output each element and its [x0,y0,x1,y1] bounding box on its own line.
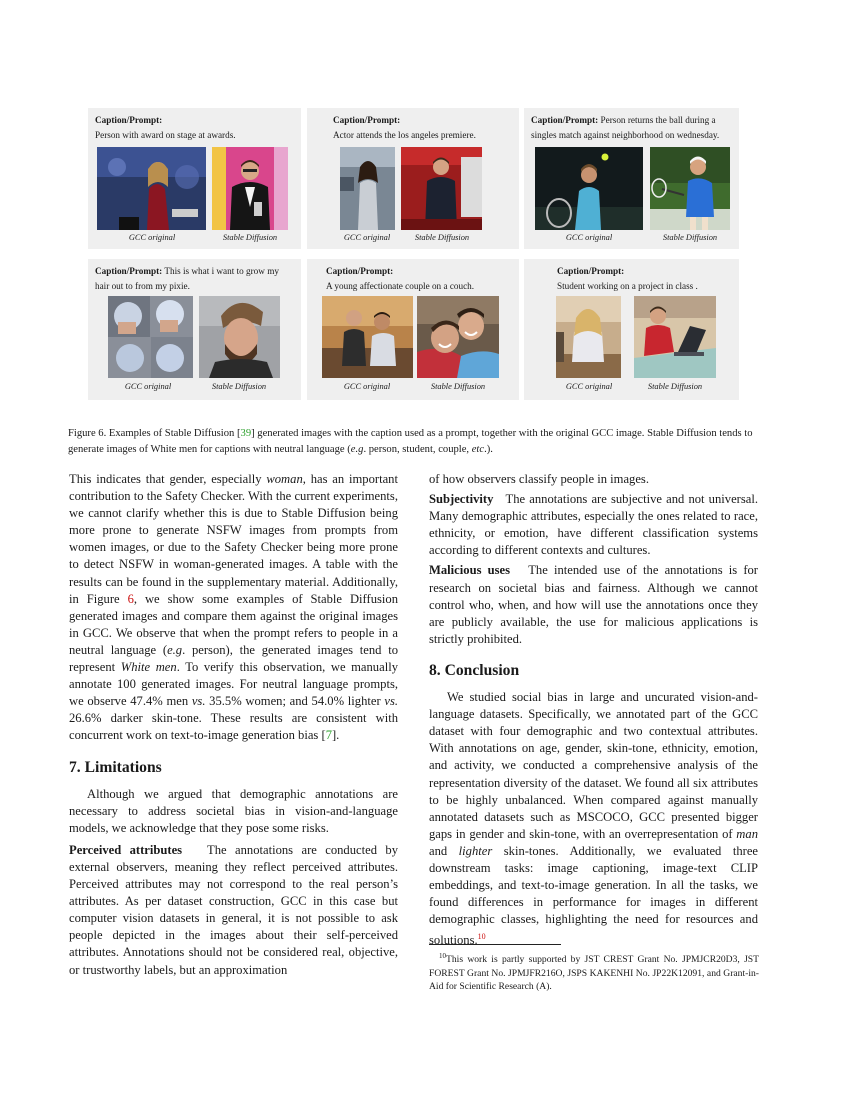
left-image-label: GCC original [343,233,391,242]
figure-panel-2 [307,108,519,249]
right-image-label: Stable Diffusion [222,233,278,242]
section-heading: 8. Conclusion [429,661,520,679]
footnote: $^{10}$This work is partly supported by JST CREST Grant No. JPMJCR20D3, JST FOREST Grant No. JPMJFR216O, JSPS KAKENHI No. JP22K12091, and Grant-in-Aid for Scientific Research (A). [429,952,759,993]
figure-panel-3 [524,108,739,249]
figure-panel-1 [88,108,301,249]
section-heading: 7. Limitations [69,758,162,776]
figure-panel-4 [88,259,301,400]
body-paragraph: of how observers classify people in images. [429,472,649,486]
bearded-man-portrait-photo [199,296,280,378]
right-column [429,471,758,950]
panel-caption: Caption/Prompt: This is what i want to grow my hair out to from my pixie. [95,266,279,291]
pixie-haircut-collage-photo [108,296,193,378]
couple-on-couch-photo [322,296,413,378]
panel-caption: Caption/Prompt: A young affectionate couple on a couch. [326,266,475,291]
right-image-label: Stable Diffusion [430,382,486,391]
man-with-award-photo [212,147,288,230]
figure-panel-6 [524,259,739,400]
tennis-player-night-photo [535,147,643,230]
footnote-link[interactable]: 10 [477,932,486,942]
left-image-label: GCC original [343,382,391,391]
student-girl-photo [556,296,621,378]
right-image-label: Stable Diffusion [647,382,703,391]
smiling-couple-photo [417,296,499,378]
figure-link[interactable]: 6 [127,591,134,606]
panel-caption: Caption/Prompt: Person with award on stage at awards. [95,115,236,140]
woman-at-premiere-photo [340,147,395,230]
right-image-label: Stable Diffusion [662,233,718,242]
woman-on-stage-photo [97,147,206,230]
body-paragraph: Malicious uses The intended use of the annotations is for research on societal bias and fairness. Although we cannot control who, when, and how will use the annotations once they are publicly available, the use for malicious applications is strictly prohibited. [429,563,758,646]
body-paragraph: Perceived attributes The annotations are conducted by external observers, meaning they reflect perceived attributes. Perceived attributes may not correspond to the real person’s attributes. As per dataset construction, GCC in this case but computer vision datasets in general, it is not possible to ask people depicted in the images about their self-perceived attributes. Annotations should not be considered real, objective, or trustworthy labels, but an approximation [69,842,398,977]
body-paragraph: Although we argued that demographic annotations are necessary to address societal bias in vision-and-language models, we acknowledge that they pose some risks. [69,786,398,835]
body-paragraph: We studied social bias in large and uncurated vision-and-language datasets. Specifically, we annotated part of the GCC dataset with four demographic and two contextual attributes. With annotations on age, gender, skin-tone, ethnicity, emotion, and activity, we conducted a comprehensive analysis of the representation diversity of the dataset. We found all six attributes to be highly unbalanced. When compared against manually annotated datasets such as MSCOCO, GCC presented bigger gaps in gender and skin-tone, with an overrepresentation of man and lighter skin-tones. Additionally, we evaluated three downstream tasks: image captioning, image-text CLIP embeddings, and text-to-image generation. In all the tasks, we found differences in performance for images in different demographic classes, highlighting the need for resources and solutions.$^{10}$ [429,690,758,948]
panel-caption: Caption/Prompt: Student working on a project in class . [557,266,698,291]
panel-caption: Caption/Prompt: Person returns the ball during a singles match against neighborhood on wednesday. [531,115,720,140]
left-image-label: GCC original [124,382,172,391]
man-at-premiere-photo [401,147,482,230]
student-boy-laptop-photo [634,296,716,378]
citation-link[interactable]: 7 [325,728,332,743]
left-image-label: GCC original [565,233,613,242]
tennis-player-day-photo [650,147,730,230]
figure-panel-5 [307,259,519,400]
left-image-label: GCC original [128,233,176,242]
citation-link[interactable]: 39 [240,428,252,439]
left-column [69,471,398,979]
panel-caption: Caption/Prompt: Actor attends the los angeles premiere. [333,115,476,140]
body-paragraph: Subjectivity The annotations are subjective and not universal. Many demographic attributes, especially the ones related to race, ethnicity, or emotion, have different classification systems according to different contexts and cultures. [429,492,758,558]
body-paragraph: This indicates that gender, especially woman, has an important contribution to the Safety Checker. With the current experiments, we cannot clarify whether this is due to Stable Diffusion being more prone to generate NSFW images from prompts from women images, or due to the Safety Checker being more prone to detect NSFW in woman-generated images. A table with the results can be found in the supplementary material. Additionally, in Figure 6, we show some examples of Stable Diffusion generated images and compare them against the original images in GCC. We observe that when the prompt refers to people in a neutral language (e.g. person), the generated images tend to represent White men. To verify this observation, we manually annotate 100 generated images. For neutral language prompts, we observe 47.4% men vs. 35.5% women; and 54.0% lighter vs. 26.6% darker skin-tone. These results are consistent with concurrent work on text-to-image generation bias [7]. [69,472,398,743]
right-image-label: Stable Diffusion [211,382,267,391]
footnote-divider [429,944,561,945]
right-image-label: Stable Diffusion [414,233,470,242]
figure-caption: Figure 6. Examples of Stable Diffusion [39] generated images with the caption used as a prompt, together with the original GCC image. Stable Diffusion tends to generate images of White men for captions with neutral language (e.g. person, student, couple, etc.). [68,428,753,455]
left-image-label: GCC original [565,382,613,391]
